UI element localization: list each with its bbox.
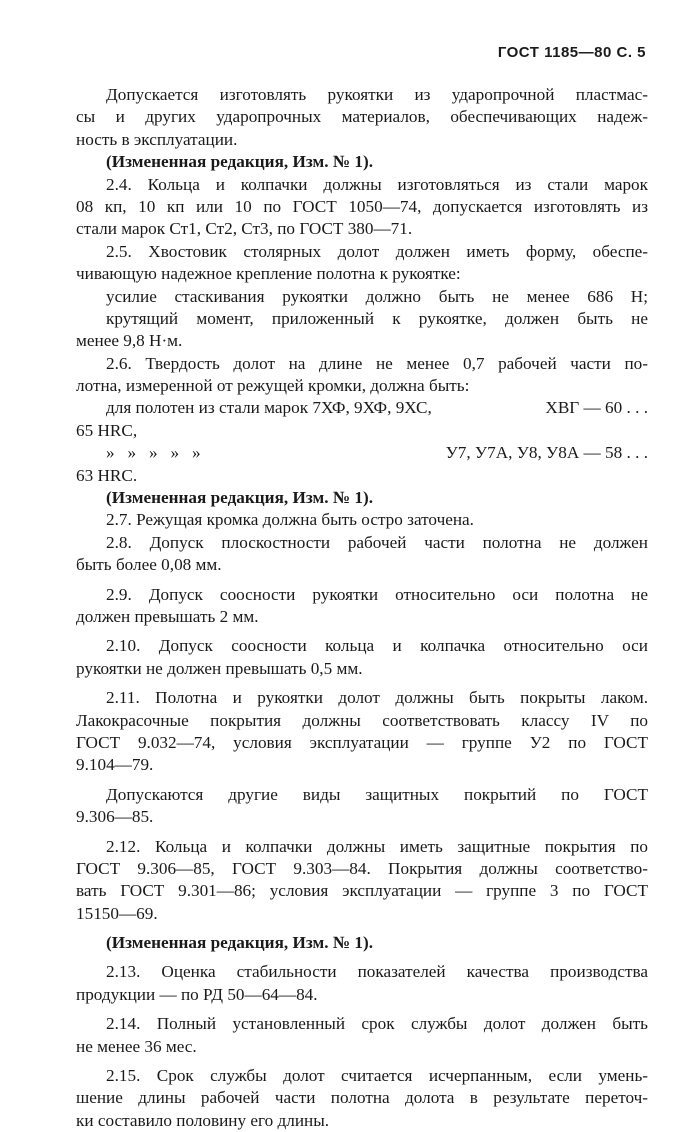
text-line: продукции — по РД 50—64—84. — [76, 984, 318, 1004]
text-line: 2.15. Срок службы долот считается исчерпанным, если умень- — [106, 1066, 648, 1086]
text-line: 2.12. Кольца и колпачки должны иметь защитные покрытия по — [106, 836, 648, 856]
text-line: ГОСТ 9.306—85, ГОСТ 9.303—84. Покрытия должны соответство- — [76, 858, 648, 878]
ditto-marks: » » » » » — [106, 443, 201, 463]
text-line: крутящий момент, приложенный к рукоятке, должен быть не — [106, 308, 648, 328]
hardness-value: ХВГ — 60 . . . — [545, 398, 648, 418]
text-line: быть более 0,08 мм. — [76, 555, 222, 575]
text-line: 2.9. Допуск соосности рукоятки относительно оси полотна не — [106, 584, 648, 604]
text-line: должен превышать 2 мм. — [76, 606, 259, 626]
text-line: Допускаются другие виды защитных покрытий по ГОСТ — [106, 784, 648, 804]
text-line: 2.6. Твердость долот на длине не менее 0,7 рабочей части по- — [106, 353, 648, 373]
text-line: Лакокрасочные покрытия должны соответствовать классу IV по — [76, 710, 648, 730]
hardness-value: У7, У7А, У8, У8А — 58 . . . — [445, 443, 648, 463]
text-line: лотна, измеренной от режущей кромки, должна быть: — [76, 376, 470, 396]
text-line: 63 HRC. — [76, 465, 138, 485]
text-line: не менее 36 мес. — [76, 1036, 197, 1056]
text-line: ность в эксплуатации. — [76, 129, 238, 149]
text-line: шение длины рабочей части полотна долота в результате переточ- — [76, 1088, 648, 1108]
text-line: стали марок Ст1, Ст2, Ст3, по ГОСТ 380—71. — [76, 219, 413, 239]
text-line: 2.5. Хвостовик столярных долот должен иметь форму, обеспе- — [106, 241, 648, 261]
text-line: 9.306—85. — [76, 807, 154, 827]
text-line: 2.10. Допуск соосности кольца и колпачка относительно оси — [106, 636, 648, 656]
page-header: ГОСТ 1185—80 С. 5 — [497, 44, 646, 61]
hardness-row-2 — [76, 442, 648, 464]
text-line: 2.11. Полотна и рукоятки долот должны быть покрыты лаком. — [106, 688, 648, 708]
text-line: чивающую надежное крепление полотна к рукоятке: — [76, 264, 461, 284]
text-line: Допускается изготовлять рукоятки из ударопрочной пластмас- — [106, 85, 648, 104]
hardness-steel-list: для полотен из стали марок 7ХФ, 9ХФ, 9ХС, — [106, 398, 432, 418]
text-line: сы и других ударопрочных материалов, обеспечивающих надеж- — [76, 107, 648, 127]
text-line: 2.13. Оценка стабильности показателей качества производства — [106, 962, 648, 982]
text-line: 2.8. Допуск плоскостности рабочей части полотна не должен — [106, 532, 648, 552]
document-body — [76, 84, 648, 1132]
hardness-row-1 — [76, 397, 648, 419]
text-line: ГОСТ 9.032—74, условия эксплуатации — группе У2 по ГОСТ — [76, 732, 648, 752]
amendment-note: (Измененная редакция, Изм. № 1). — [106, 152, 373, 172]
text-line: 65 HRC, — [76, 420, 138, 440]
text-line: вать ГОСТ 9.301—86; условия эксплуатации — группе 3 по ГОСТ — [76, 881, 648, 901]
text-line: менее 9,8 Н·м. — [76, 331, 183, 351]
text-line: 9.104—79. — [76, 755, 154, 775]
text-line: 15150—69. — [76, 903, 158, 923]
amendment-note: (Измененная редакция, Изм. № 1). — [106, 933, 373, 953]
text-line: 2.7. Режущая кромка должна быть остро заточена. — [106, 510, 474, 530]
text-line: 08 кп, 10 кп или 10 по ГОСТ 1050—74, допускается изготовлять из — [76, 196, 648, 216]
amendment-note: (Измененная редакция, Изм. № 1). — [106, 488, 373, 508]
text-line: усилие стаскивания рукоятки должно быть не менее 686 Н; — [106, 286, 648, 306]
text-line: рукоятки не должен превышать 0,5 мм. — [76, 658, 363, 678]
text-line: 2.4. Кольца и колпачки должны изготовляться из стали марок — [106, 174, 648, 194]
text-line: ки составило половину его длины. — [76, 1110, 330, 1130]
text-line: 2.14. Полный установленный срок службы долот должен быть — [106, 1014, 648, 1034]
